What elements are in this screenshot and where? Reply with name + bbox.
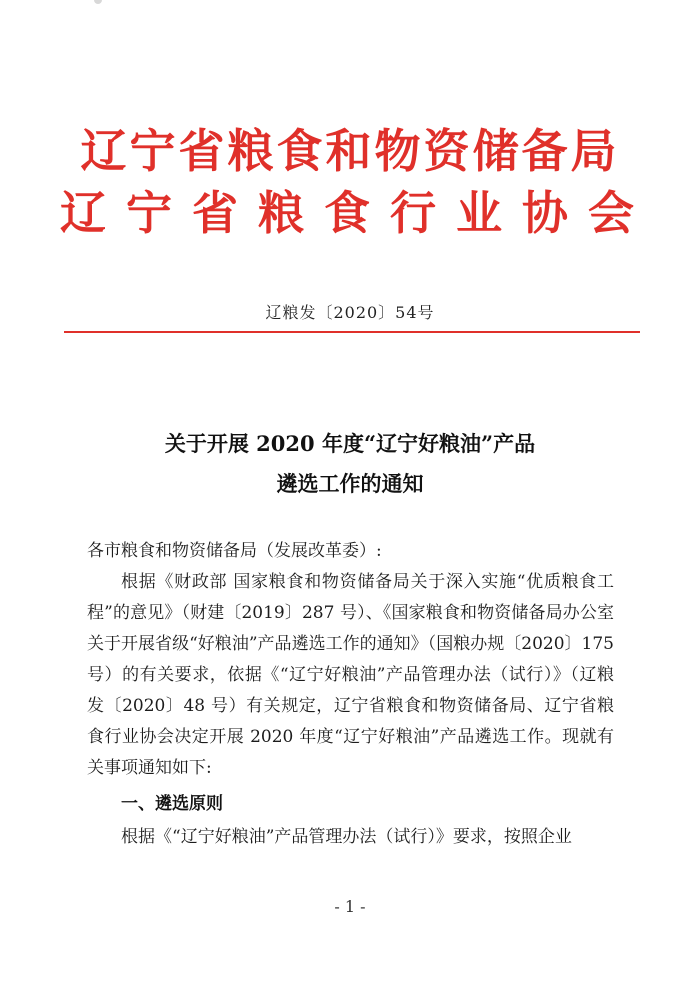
document-title-line-2: 遴选工作的通知 xyxy=(276,471,424,496)
body-paragraph-2: 根据《“辽宁好粮油”产品管理办法（试行）》要求，按照企业 xyxy=(121,827,572,847)
issuing-org-line-1: 辽宁省粮食和物资储备局 xyxy=(80,124,620,178)
addressee: 各市粮食和物资储备局（发展改革委）: xyxy=(87,541,382,561)
scan-corner-mark xyxy=(94,0,102,4)
body-paragraph-1: 根据《财政部 国家粮食和物资储备局关于深入实施“优质粮食工程”的意见》（财建〔2019〕287 号）、《国家粮食和物资储备局办公室关于开展省级“好粮油”产品遴选工作的通知》（国粮办规〔2020〕175 号）的有关要求，依据《“辽宁好粮油”产品管理办法（试行）》（辽粮发〔2020〕48 号）有关规定，辽宁省粮食和物资储备局、辽宁省粮食行业协会决定开展 2020 年度“辽宁好粮油”产品遴选工作。现就有关事项通知如下: xyxy=(87,572,614,778)
document-number: 辽粮发〔2020〕54号 xyxy=(265,303,435,322)
page-number: - 1 - xyxy=(334,897,366,916)
red-divider-line xyxy=(64,331,640,333)
document-title-line-1: 关于开展 2020 年度“辽宁好粮油”产品 xyxy=(164,431,536,456)
issuing-org-line-2: 辽宁省粮食行业协会 xyxy=(60,186,654,240)
section-heading-1: 一、遴选原则 xyxy=(121,794,223,814)
